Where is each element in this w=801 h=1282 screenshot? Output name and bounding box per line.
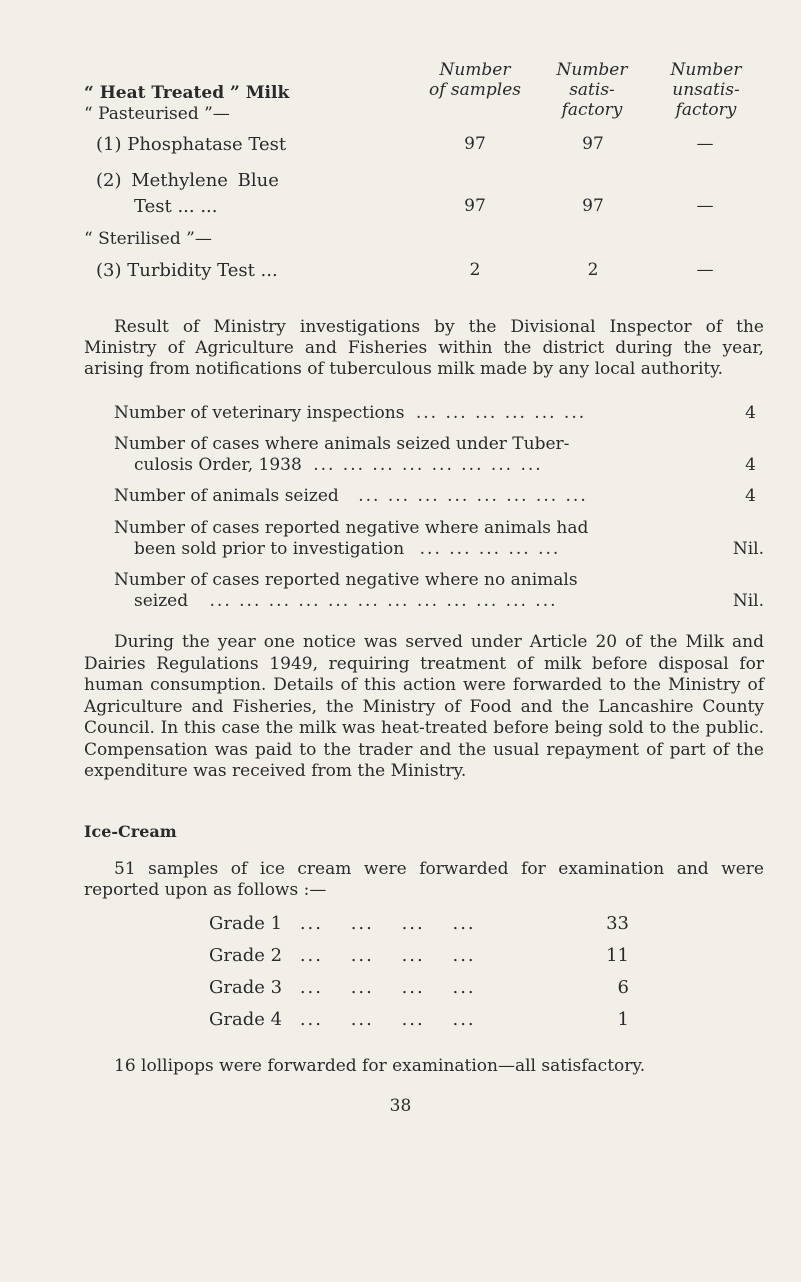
notice-paragraph: During the year one notice was served under Article 20 of the Milk and Dairies Regulations 1949, requiring treatment of milk before disposal for human consumption. Details of this action were forwarded to the Ministry of Agriculture and Fisheries, the Ministry of Food and the Lancashire County Council. In this case the milk was heat-treated before being sold to the public. Compensation was paid to the trader and the usual repayment of part of the expenditure was received from the Ministry.: [84, 632, 764, 781]
heat-treated-title: “ Heat Treated ” Milk: [84, 83, 290, 103]
lollipops-line: 16 lollipops were forwarded for examination—all satisfactory.: [114, 1056, 646, 1076]
row-turbidity-satisfactory: 2: [587, 260, 599, 280]
col-header-unsatisfactory: Number unsatis- factory: [670, 60, 742, 120]
ministry-item-cases-seized-cont: culosis Order, 1938 ... ... ... ... ... ... ... ... 4: [134, 455, 756, 475]
grade-row: Grade 3 ... ... ... ... 6: [209, 977, 629, 998]
col-header-satisfactory: Number satis- factory: [556, 60, 628, 120]
ministry-item-cases-seized: Number of cases where animals seized under Tuber-: [114, 434, 570, 454]
ministry-item-sold-prior: Number of cases reported negative where animals had: [114, 518, 589, 538]
ministry-intro: Result of Ministry investigations by the Divisional Inspector of the Ministry of Agriculture and Fisheries within the district during the year, arising from notifications of tuberculous milk made by any local authority.: [84, 317, 764, 379]
ice-cream-intro: 51 samples of ice cream were forwarded for examination and were reported upon as follows :—: [84, 859, 764, 900]
ministry-item-animals-seized: Number of animals seized ... ... ... ... ... ... ... ... 4: [114, 486, 756, 506]
page-number: 38: [389, 1096, 412, 1116]
row-phosphatase-samples: 97: [464, 134, 486, 154]
grade-row: Grade 1 ... ... ... ... 33: [209, 913, 629, 934]
row-methylene-label-cont: Test ... ...: [134, 196, 218, 217]
row-phosphatase-satisfactory: 97: [582, 134, 604, 154]
row-turbidity-unsatisfactory: —: [696, 260, 714, 280]
row-methylene-label: (2) Methylene Blue: [96, 170, 279, 191]
row-turbidity-samples: 2: [469, 260, 481, 280]
grade-row: Grade 2 ... ... ... ... 11: [209, 945, 629, 966]
row-methylene-samples: 97: [464, 196, 486, 216]
row-phosphatase-unsatisfactory: —: [696, 134, 714, 154]
ice-cream-heading: Ice-Cream: [84, 822, 177, 841]
row-methylene-unsatisfactory: —: [696, 196, 714, 216]
ministry-item-no-animals: Number of cases reported negative where no animals: [114, 570, 578, 590]
sterilised-label: “ Sterilised ”—: [84, 229, 212, 249]
ministry-item-inspections: Number of veterinary inspections ... ... ... ... ... ... 4: [114, 403, 756, 423]
ministry-item-no-animals-cont: seized ... ... ... ... ... ... ... ... ... ... ... ... Nil.: [134, 591, 764, 611]
ministry-item-sold-prior-cont: been sold prior to investigation ... ... ... ... ... Nil.: [134, 539, 764, 559]
row-phosphatase-label: (1) Phosphatase Test: [96, 134, 287, 155]
row-turbidity-label: (3) Turbidity Test ...: [96, 260, 278, 281]
col-header-samples: Number of samples: [428, 60, 521, 100]
pasteurised-label: “ Pasteurised ”—: [84, 104, 230, 124]
grade-row: Grade 4 ... ... ... ... 1: [209, 1009, 629, 1030]
row-methylene-satisfactory: 97: [582, 196, 604, 216]
